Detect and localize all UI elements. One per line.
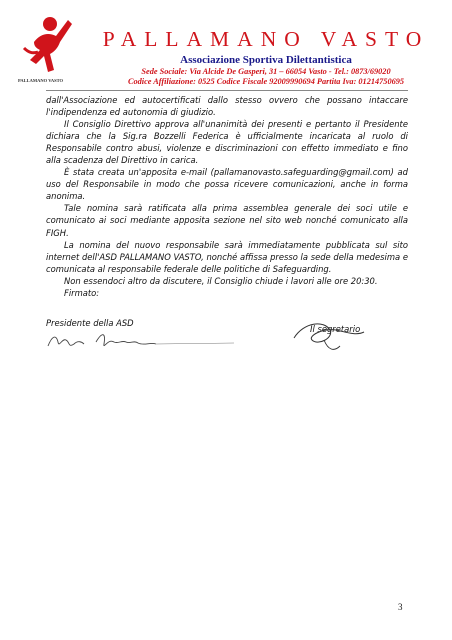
header-divider [46, 90, 408, 91]
org-name: PALLAMANO VASTO [102, 27, 430, 51]
paragraph-3: È stata creata un'apposita e-mail (pallamanovasto.safeguarding@gmail.com) ad uso del Responsabile in modo che possa ricevere comunicazioni, anche in forma anonima. [46, 167, 408, 202]
president-signature [46, 328, 236, 354]
org-address: Sede Sociale: Via Alcide De Gasperi, 31 – 66054 Vasto - Tel.: 0873/69020 [141, 67, 391, 76]
signature-block [46, 316, 408, 356]
president-label: Presidente della ASD [46, 318, 134, 328]
logo-caption: PALLAMANO VASTO [18, 78, 64, 83]
paragraph-5: La nomina del nuovo responsabile sarà immediatamente pubblicata sul sito internet dell'ASD PALLAMANO VASTO, nonché affissa presso la sede della medesima e comunicata al responsabile federale delle politiche di Safeguarding. [46, 239, 408, 274]
page-number: 3 [398, 602, 403, 612]
secretary-label: Il segretario [310, 324, 361, 334]
org-codes: Codice Affiliazione: 0525 Codice Fiscale 92009990694 Partita Iva: 01214750695 [127, 77, 405, 86]
pallamano-vasto-logo [14, 12, 76, 76]
paragraph-4: Tale nomina sarà ratificata alla prima assemblea generale dei soci utile e comunicato ai soci mediante apposita sezione nel sito web nonché comunicato alla FIGH. [46, 203, 408, 238]
org-subtitle: Associazione Sportiva Dilettantistica [180, 54, 352, 66]
secretary-signature [284, 316, 372, 356]
document-body [46, 94, 408, 299]
signed-label: Firmato: [64, 287, 100, 298]
paragraph-2: Il Consiglio Direttivo approva all'unanimità dei presenti e pertanto il Presidente dichiara che la Sig.ra Bozzelli Federica è ufficialmente incaricata al ruolo di Responsabile contro abusi, violenze e discriminazioni con effetto immediato e fino alla scadenza del Direttivo in carica. [46, 119, 408, 166]
paragraph-1: dall'Associazione ed autocertificati dallo stesso ovvero che possano intaccare l'indipendenza ed autonomia di giudizio. [46, 95, 408, 118]
paragraph-6: Non essendoci altro da discutere, il Consiglio chiude i lavori alle ore 20:30. [64, 275, 378, 286]
